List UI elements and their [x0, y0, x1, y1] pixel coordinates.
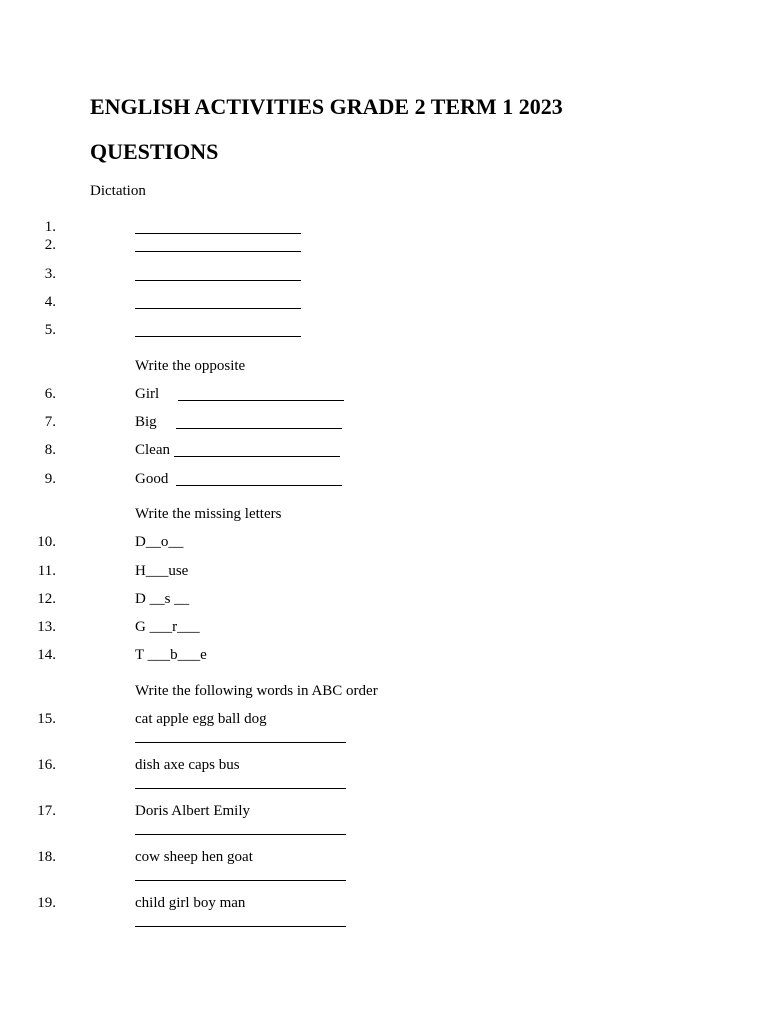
question-item — [0, 756, 700, 774]
question-item — [0, 618, 700, 636]
question-number: 3. — [44, 266, 56, 282]
question-item — [0, 710, 700, 728]
question-number: 8. — [44, 442, 56, 458]
question-text: D__o__ — [135, 534, 184, 550]
question-text: Girl — [135, 386, 160, 402]
section-dictation: Dictation — [90, 183, 146, 199]
question-number: 7. — [44, 414, 56, 430]
answer-blank[interactable] — [135, 308, 301, 309]
question-number: 6. — [44, 386, 56, 402]
question-item — [0, 293, 700, 311]
question-item — [0, 218, 700, 236]
question-number: 19. — [37, 895, 56, 911]
question-text: H___use — [135, 563, 189, 579]
question-number: 5. — [44, 322, 56, 338]
question-text: Big — [135, 414, 157, 430]
question-number: 13. — [37, 619, 56, 635]
question-text: Good — [135, 471, 169, 487]
answer-blank[interactable] — [135, 926, 346, 927]
question-item — [0, 236, 700, 254]
question-item — [0, 441, 700, 459]
question-item — [0, 533, 700, 551]
question-item — [0, 848, 700, 866]
question-item — [0, 413, 700, 431]
answer-blank[interactable] — [135, 233, 301, 234]
question-text: Clean — [135, 442, 170, 458]
section-abc-order: Write the following words in ABC order — [135, 683, 378, 699]
question-text: Doris Albert Emily — [135, 803, 250, 819]
question-text: child girl boy man — [135, 895, 246, 911]
question-text: D __s __ — [135, 591, 190, 607]
question-item — [0, 385, 700, 403]
question-number: 16. — [37, 757, 56, 773]
section-opposite: Write the opposite — [135, 358, 246, 374]
question-number: 9. — [44, 471, 56, 487]
question-item — [0, 894, 700, 912]
question-item — [0, 802, 700, 820]
question-number: 14. — [37, 647, 56, 663]
question-number: 4. — [44, 294, 56, 310]
answer-blank[interactable] — [176, 428, 342, 429]
question-item — [0, 321, 700, 339]
question-item — [0, 470, 700, 488]
question-number: 11. — [37, 563, 56, 579]
answer-blank[interactable] — [135, 834, 346, 835]
question-text: cat apple egg ball dog — [135, 711, 267, 727]
question-number: 17. — [37, 803, 56, 819]
answer-blank[interactable] — [135, 280, 301, 281]
question-number: 1. — [44, 219, 56, 235]
question-number: 2. — [44, 237, 56, 253]
question-text: cow sheep hen goat — [135, 849, 253, 865]
question-item — [0, 590, 700, 608]
question-text: T ___b___e — [135, 647, 207, 663]
question-text: G ___r___ — [135, 619, 200, 635]
answer-blank[interactable] — [135, 742, 346, 743]
question-number: 15. — [37, 711, 56, 727]
question-item — [0, 265, 700, 283]
question-number: 18. — [37, 849, 56, 865]
question-text: dish axe caps bus — [135, 757, 240, 773]
page-subtitle: QUESTIONS — [90, 139, 219, 164]
question-number: 12. — [37, 591, 56, 607]
answer-blank[interactable] — [174, 456, 340, 457]
page-title: ENGLISH ACTIVITIES GRADE 2 TERM 1 2023 — [90, 94, 563, 119]
answer-blank[interactable] — [135, 880, 346, 881]
answer-blank[interactable] — [178, 400, 344, 401]
answer-blank[interactable] — [135, 336, 301, 337]
answer-blank[interactable] — [135, 788, 346, 789]
section-missing-letters: Write the missing letters — [135, 506, 282, 522]
question-item — [0, 562, 700, 580]
question-number: 10. — [37, 534, 56, 550]
question-item — [0, 646, 700, 664]
answer-blank[interactable] — [176, 485, 342, 486]
answer-blank[interactable] — [135, 251, 301, 252]
